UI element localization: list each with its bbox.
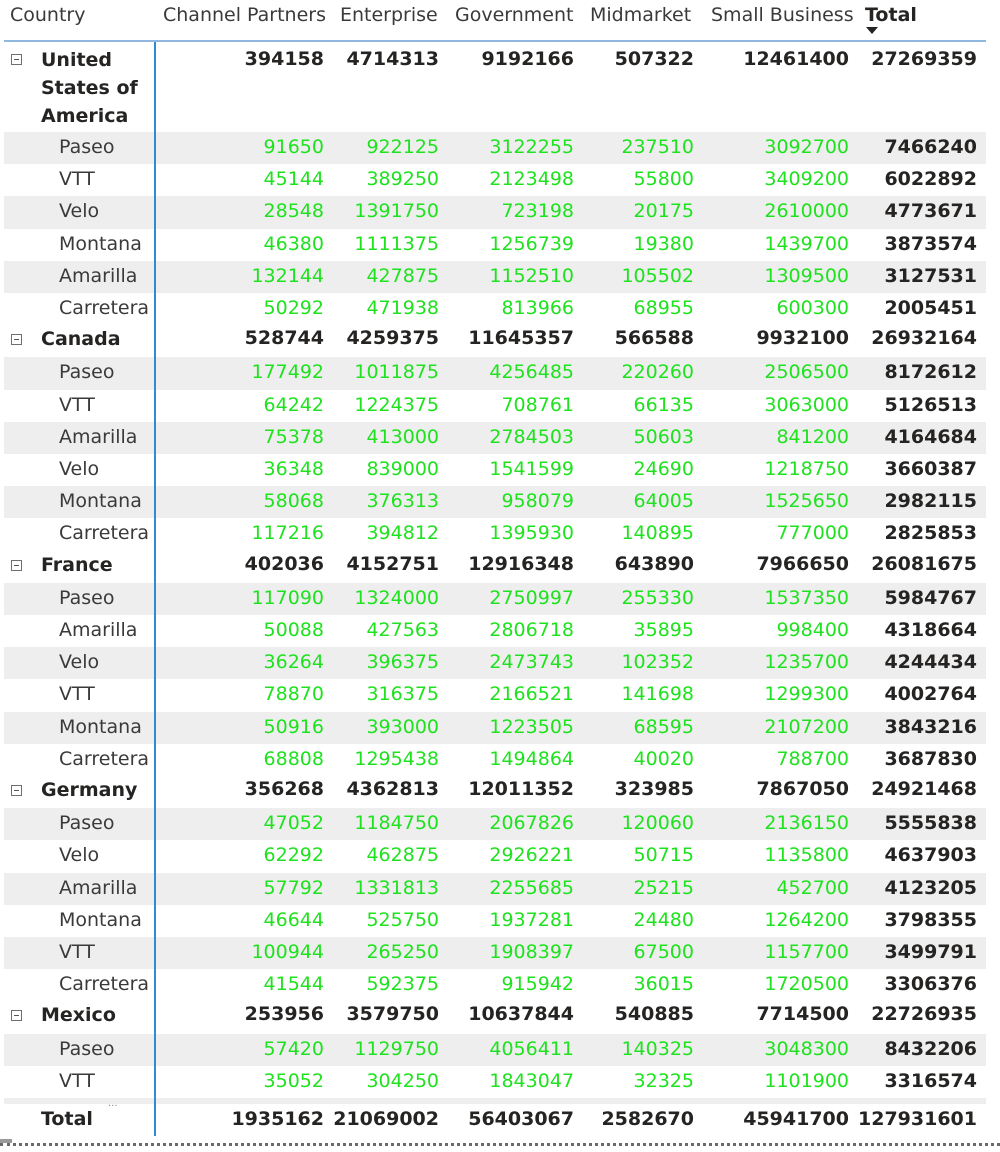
value-cell: 5555838 — [884, 812, 977, 835]
value-cell: 922125 — [366, 136, 439, 158]
value-cell: 5984767 — [884, 586, 977, 609]
product-label: Paseo — [59, 136, 115, 158]
value-cell: 2806718 — [489, 619, 574, 641]
product-label: Paseo — [59, 1037, 115, 1060]
value-cell: 323985 — [614, 778, 694, 800]
value-cell: 600300 — [776, 297, 849, 319]
product-row[interactable] — [4, 229, 986, 261]
value-cell: 35052 — [263, 1069, 324, 1092]
value-cell: 2610000 — [764, 200, 849, 223]
value-cell: 12461400 — [743, 48, 849, 70]
value-cell: 62292 — [263, 844, 324, 867]
product-row[interactable] — [4, 422, 986, 454]
column-header-small-business[interactable]: Small Business — [711, 4, 854, 26]
value-cell: 304250 — [366, 1069, 439, 1092]
value-cell: 3687830 — [884, 747, 977, 770]
value-cell: 117090 — [251, 586, 324, 609]
product-label: VTT — [59, 941, 95, 963]
value-cell: 177492 — [251, 361, 324, 384]
value-cell: 132144 — [251, 264, 324, 287]
value-cell: 1935162 — [231, 1108, 324, 1130]
product-row[interactable] — [4, 132, 986, 164]
value-cell: 2123498 — [489, 168, 574, 191]
value-cell: 35895 — [633, 619, 694, 641]
value-cell: 4714313 — [346, 48, 439, 70]
value-cell: 2582670 — [601, 1108, 694, 1130]
value-cell: 393000 — [366, 715, 439, 738]
value-cell: 75378 — [263, 425, 324, 448]
product-label: Velo — [59, 844, 100, 867]
value-cell: 11645357 — [468, 327, 574, 350]
value-cell: 3316574 — [884, 1069, 977, 1092]
value-cell: 50088 — [263, 619, 324, 641]
product-label: Carretera — [59, 522, 150, 545]
value-cell: 32325 — [633, 1069, 694, 1092]
value-cell: 20175 — [633, 200, 694, 223]
product-row[interactable] — [4, 164, 986, 196]
product-row[interactable] — [4, 1034, 986, 1066]
value-cell: 2825853 — [884, 522, 977, 545]
value-cell: 253956 — [244, 1003, 324, 1026]
product-label: Amarilla — [59, 619, 138, 641]
value-cell: 5126513 — [884, 393, 977, 416]
value-cell: 2255685 — [489, 876, 574, 899]
value-cell: 4256485 — [489, 361, 574, 384]
value-cell: 2926221 — [489, 844, 574, 867]
product-label: VTT — [59, 1069, 95, 1092]
product-row[interactable] — [4, 615, 986, 647]
value-cell: 46644 — [263, 908, 324, 931]
scrollbar-thumb[interactable] — [0, 1139, 12, 1143]
value-cell: 12916348 — [468, 552, 574, 575]
product-label: Amarilla — [59, 264, 138, 287]
country-row[interactable] — [4, 776, 986, 808]
value-cell: 839000 — [366, 458, 439, 480]
value-cell: 1224375 — [354, 393, 439, 416]
value-cell: 66135 — [633, 393, 694, 416]
product-row[interactable] — [4, 905, 986, 937]
value-cell: 1157700 — [764, 941, 849, 963]
value-cell: 777000 — [776, 522, 849, 545]
value-cell: 427563 — [366, 619, 439, 641]
value-cell: 26081675 — [871, 552, 977, 575]
product-row[interactable] — [4, 679, 986, 711]
value-cell: 525750 — [366, 908, 439, 931]
value-cell: 3048300 — [764, 1037, 849, 1060]
product-label: Amarilla — [59, 425, 138, 448]
value-cell: 7714500 — [756, 1003, 849, 1026]
product-row[interactable] — [4, 261, 986, 293]
value-cell: 7867050 — [756, 778, 849, 800]
value-cell: 376313 — [366, 490, 439, 513]
product-row[interactable] — [4, 357, 986, 389]
value-cell: 50715 — [633, 844, 694, 867]
value-cell: 915942 — [501, 973, 574, 996]
value-cell: 2136150 — [764, 812, 849, 835]
value-cell: 4002764 — [884, 683, 977, 706]
value-cell: 4318664 — [884, 619, 977, 641]
value-cell: 1184750 — [354, 812, 439, 835]
column-header-midmarket[interactable]: Midmarket — [590, 4, 692, 26]
product-label: Carretera — [59, 297, 150, 319]
value-cell: 102352 — [621, 651, 694, 674]
value-cell: 91650 — [263, 136, 324, 158]
value-cell: 25215 — [633, 876, 694, 899]
value-cell: 4056411 — [489, 1037, 574, 1060]
value-cell: 788700 — [776, 747, 849, 770]
value-cell: 708761 — [501, 393, 574, 416]
value-cell: 105502 — [621, 264, 694, 287]
row-header-divider — [154, 42, 156, 1136]
column-header-channel-partners[interactable]: Channel Partners — [163, 4, 326, 26]
value-cell: 40020 — [633, 747, 694, 770]
grand-total-label: Total — [41, 1108, 93, 1130]
value-cell: 2784503 — [489, 425, 574, 448]
country-label: Mexico — [41, 1004, 116, 1027]
value-cell: 394812 — [366, 522, 439, 545]
value-cell: 50603 — [633, 425, 694, 448]
value-cell: 1324000 — [354, 586, 439, 609]
value-cell: 120060 — [621, 812, 694, 835]
value-cell: 12011352 — [468, 778, 574, 800]
value-cell: 1494864 — [489, 747, 574, 770]
product-label: Paseo — [59, 586, 115, 609]
value-cell: 452700 — [776, 876, 849, 899]
value-cell: 540885 — [614, 1003, 694, 1026]
value-cell: 427875 — [366, 264, 439, 287]
value-cell: 1843047 — [489, 1069, 574, 1092]
value-cell: 26932164 — [871, 327, 977, 350]
value-cell: 141698 — [621, 683, 694, 706]
value-cell: 1111375 — [354, 232, 439, 255]
product-row[interactable] — [4, 744, 986, 776]
value-cell: 1135800 — [764, 844, 849, 867]
collapse-icon[interactable] — [11, 334, 22, 345]
value-cell: 24690 — [633, 458, 694, 480]
value-cell: 4773671 — [884, 200, 977, 223]
value-cell: 958079 — [501, 490, 574, 513]
product-row[interactable] — [4, 454, 986, 486]
value-cell: 127931601 — [858, 1108, 977, 1130]
product-label: VTT — [59, 683, 95, 706]
value-cell: 1152510 — [489, 264, 574, 287]
product-row[interactable] — [4, 196, 986, 228]
value-cell: 237510 — [621, 136, 694, 158]
product-label: VTT — [59, 168, 95, 191]
product-row[interactable] — [4, 486, 986, 518]
value-cell: 64005 — [633, 490, 694, 513]
product-label: Paseo — [59, 361, 115, 384]
product-row[interactable] — [4, 808, 986, 840]
collapse-icon[interactable] — [11, 560, 22, 571]
value-cell: 813966 — [501, 297, 574, 319]
product-row[interactable] — [4, 293, 986, 325]
product-row[interactable] — [4, 712, 986, 744]
value-cell: 3409200 — [764, 168, 849, 191]
value-cell: 462875 — [366, 844, 439, 867]
value-cell: 78870 — [263, 683, 324, 706]
product-row[interactable] — [4, 873, 986, 905]
value-cell: 8432206 — [884, 1037, 977, 1060]
value-cell: 45144 — [263, 168, 324, 191]
value-cell: 389250 — [366, 168, 439, 191]
collapse-icon[interactable] — [11, 1010, 22, 1021]
product-label: Velo — [59, 458, 100, 480]
value-cell: 2982115 — [884, 490, 977, 513]
value-cell: 413000 — [366, 425, 439, 448]
value-cell: 396375 — [366, 651, 439, 674]
value-cell: 2005451 — [884, 297, 977, 319]
column-header-government[interactable]: Government — [455, 4, 574, 26]
value-cell: 723198 — [501, 200, 574, 223]
value-cell: 3127531 — [884, 264, 977, 287]
value-cell: 57792 — [263, 876, 324, 899]
value-cell: 50292 — [263, 297, 324, 319]
product-label: Montana — [59, 232, 142, 255]
column-header-total[interactable]: Total — [865, 4, 917, 26]
country-row[interactable] — [4, 325, 986, 357]
value-cell: 46380 — [263, 232, 324, 255]
value-cell: 3798355 — [884, 908, 977, 931]
country-row[interactable] — [4, 46, 986, 132]
product-label: Montana — [59, 908, 142, 931]
value-cell: 3306376 — [884, 973, 977, 996]
product-row[interactable] — [4, 390, 986, 422]
value-cell: 1541599 — [489, 458, 574, 480]
value-cell: 220260 — [621, 361, 694, 384]
value-cell: 56403067 — [468, 1108, 574, 1130]
value-cell: 28548 — [263, 200, 324, 223]
product-label: VTT — [59, 393, 95, 416]
country-label: Canada — [41, 328, 121, 351]
country-row[interactable] — [4, 551, 986, 583]
value-cell: 8172612 — [884, 361, 977, 384]
value-cell: 1299300 — [764, 683, 849, 706]
value-cell: 22726935 — [871, 1003, 977, 1026]
value-cell: 471938 — [366, 297, 439, 319]
collapse-icon[interactable] — [11, 785, 22, 796]
value-cell: 57420 — [263, 1037, 324, 1060]
value-cell: 9932100 — [756, 327, 849, 350]
column-header-enterprise[interactable]: Enterprise — [340, 4, 438, 26]
value-cell: 3873574 — [884, 232, 977, 255]
value-cell: 140325 — [621, 1037, 694, 1060]
country-row[interactable] — [4, 1001, 986, 1033]
value-cell: 36264 — [263, 651, 324, 674]
value-cell: 1439700 — [764, 232, 849, 255]
value-cell: 1264200 — [764, 908, 849, 931]
value-cell: 1101900 — [764, 1069, 849, 1092]
value-cell: 1235700 — [764, 651, 849, 674]
value-cell: 19380 — [633, 232, 694, 255]
value-cell: 841200 — [776, 425, 849, 448]
value-cell: 4244434 — [884, 651, 977, 674]
value-cell: 140895 — [621, 522, 694, 545]
value-cell: 3499791 — [884, 941, 977, 963]
value-cell: 9192166 — [481, 48, 574, 70]
value-cell: 2473743 — [489, 651, 574, 674]
value-cell: 1908397 — [489, 941, 574, 963]
product-label: Montana — [59, 715, 142, 738]
product-row[interactable] — [4, 518, 986, 550]
value-cell: 3843216 — [884, 715, 977, 738]
product-row[interactable] — [4, 1066, 986, 1098]
value-cell: 6022892 — [884, 168, 977, 191]
value-cell: 41544 — [263, 973, 324, 996]
value-cell: 55800 — [633, 168, 694, 191]
value-cell: 68808 — [263, 747, 324, 770]
value-cell: 1391750 — [354, 200, 439, 223]
value-cell: 1256739 — [489, 232, 574, 255]
value-cell: 68595 — [633, 715, 694, 738]
value-cell: 1331813 — [354, 876, 439, 899]
value-cell: 316375 — [366, 683, 439, 706]
value-cell: 402036 — [244, 552, 324, 575]
product-label: Velo — [59, 200, 100, 223]
value-cell: 1720500 — [764, 973, 849, 996]
product-row[interactable] — [4, 583, 986, 615]
value-cell: 36348 — [263, 458, 324, 480]
value-cell: 356268 — [244, 778, 324, 800]
product-label: Velo — [59, 651, 100, 674]
value-cell: 1295438 — [354, 747, 439, 770]
product-label: Montana — [59, 490, 142, 513]
value-cell: 3660387 — [884, 458, 977, 480]
grand-total-row — [4, 1106, 986, 1138]
sort-descending-icon[interactable] — [866, 27, 878, 34]
value-cell: 394158 — [244, 48, 324, 70]
value-cell: 2750997 — [489, 586, 574, 609]
value-cell: 67500 — [633, 941, 694, 963]
value-cell: 4123205 — [884, 876, 977, 899]
product-label: Amarilla — [59, 876, 138, 899]
collapse-icon[interactable] — [11, 54, 22, 65]
product-row[interactable] — [4, 647, 986, 679]
value-cell: 4362813 — [346, 778, 439, 800]
value-cell: 4637903 — [884, 844, 977, 867]
value-cell: 36015 — [633, 973, 694, 996]
value-cell: 24480 — [633, 908, 694, 931]
value-cell: 255330 — [621, 586, 694, 609]
country-label: United States of America — [41, 49, 138, 127]
value-cell: 2107200 — [764, 715, 849, 738]
value-cell: 4164684 — [884, 425, 977, 448]
value-cell: 50916 — [263, 715, 324, 738]
value-cell: 45941700 — [743, 1108, 849, 1130]
horizontal-scrollbar[interactable] — [0, 1143, 1000, 1146]
value-cell: 1395930 — [489, 522, 574, 545]
value-cell: 58068 — [263, 490, 324, 513]
value-cell: 21069002 — [333, 1108, 439, 1130]
value-cell: 27269359 — [871, 48, 977, 70]
header-divider — [4, 40, 986, 42]
value-cell: 1537350 — [764, 586, 849, 609]
column-header-country[interactable]: Country — [10, 4, 86, 26]
value-cell: 4259375 — [346, 327, 439, 350]
value-cell: 1525650 — [764, 490, 849, 513]
product-row[interactable] — [4, 840, 986, 872]
value-cell: 1937281 — [489, 908, 574, 931]
value-cell: 1223505 — [489, 715, 574, 738]
value-cell: 3579750 — [346, 1003, 439, 1026]
more-rows-indicator: ... — [108, 1098, 118, 1109]
value-cell: 47052 — [263, 812, 324, 835]
value-cell: 2506500 — [764, 361, 849, 384]
value-cell: 7466240 — [884, 136, 977, 158]
country-label: Germany — [41, 779, 138, 801]
value-cell: 100944 — [251, 941, 324, 963]
value-cell: 7966650 — [756, 552, 849, 575]
value-cell: 592375 — [366, 973, 439, 996]
product-label: Paseo — [59, 812, 115, 835]
value-cell: 2166521 — [489, 683, 574, 706]
product-row[interactable] — [4, 937, 986, 969]
partial-row — [4, 1098, 986, 1104]
value-cell: 528744 — [244, 327, 324, 350]
value-cell: 643890 — [614, 552, 694, 575]
value-cell: 507322 — [614, 48, 694, 70]
value-cell: 998400 — [776, 619, 849, 641]
value-cell: 1309500 — [764, 264, 849, 287]
value-cell: 1011875 — [354, 361, 439, 384]
value-cell: 1218750 — [764, 458, 849, 480]
value-cell: 3122255 — [489, 136, 574, 158]
product-label: Carretera — [59, 747, 150, 770]
value-cell: 68955 — [633, 297, 694, 319]
value-cell: 1129750 — [354, 1037, 439, 1060]
value-cell: 24921468 — [871, 778, 977, 800]
value-cell: 3063000 — [764, 393, 849, 416]
value-cell: 64242 — [263, 393, 324, 416]
product-label: Carretera — [59, 973, 150, 996]
value-cell: 3092700 — [764, 136, 849, 158]
value-cell: 4152751 — [346, 552, 439, 575]
value-cell: 2067826 — [489, 812, 574, 835]
value-cell: 265250 — [366, 941, 439, 963]
value-cell: 10637844 — [468, 1003, 574, 1026]
country-label: France — [41, 553, 113, 576]
value-cell: 566588 — [614, 327, 694, 350]
product-row[interactable] — [4, 969, 986, 1001]
value-cell: 117216 — [251, 522, 324, 545]
